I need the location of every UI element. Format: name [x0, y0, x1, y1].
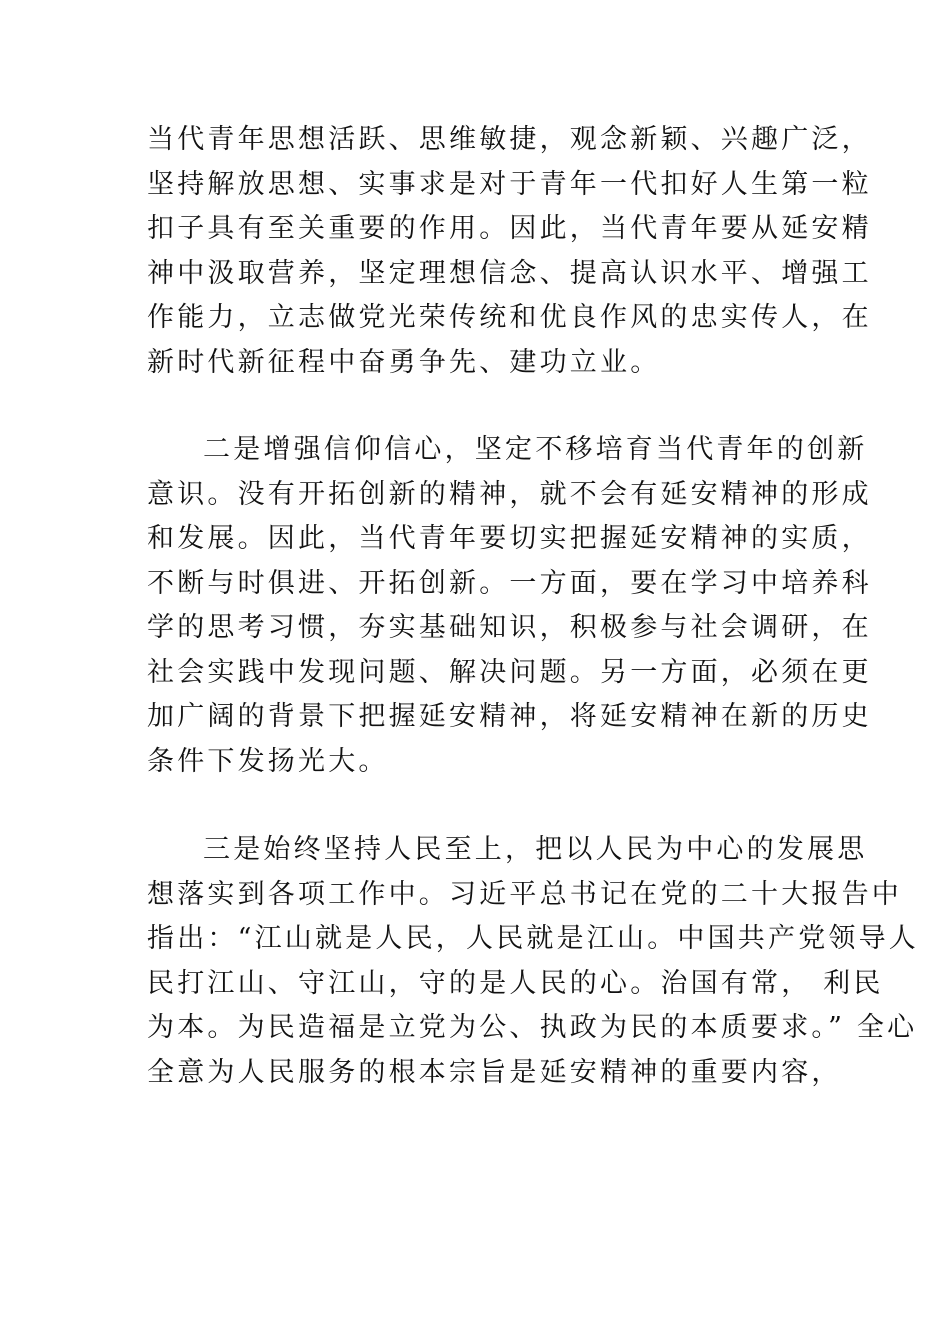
paragraph-line: 民打江山、守江山，守的是人民的心。治国有常， 利民 [147, 967, 884, 999]
paragraph-line: 加广阔的背景下把握延安精神，将延安精神在新的历史 [147, 701, 872, 732]
paragraph-line: 扣子具有至关重要的作用。因此，当代青年要从延安精 [147, 213, 872, 244]
paragraph-line: 条件下发扬光大。 [147, 745, 389, 777]
paragraph-line: 为本。为民造福是立党为公、执政为民的本质要求。” 全心 [147, 1012, 918, 1043]
paragraph-line: 和发展。因此，当代青年要切实把握延安精神的实质， [147, 523, 872, 554]
paragraph-line: 全意为人民服务的根本宗旨是延安精神的重要内容， [147, 1056, 842, 1088]
paragraph-line: 二是增强信仰信心，坚定不移培育当代青年的创新 [203, 434, 868, 465]
paragraph-line: 当代青年思想活跃、思维敏捷，观念新颖、兴趣广泛， [147, 124, 872, 155]
paragraph-line: 社会实践中发现问题、解决问题。另一方面，必须在更 [147, 656, 872, 688]
paragraph-line: 坚持解放思想、实事求是对于青年一代扣好人生第一粒 [147, 168, 872, 200]
paragraph-line: 新时代新征程中奋勇争先、建功立业。 [147, 346, 661, 378]
paragraph-2 [147, 428, 872, 784]
paragraph-1 [147, 118, 872, 385]
paragraph-3 [147, 828, 920, 1095]
paragraph-line: 三是始终坚持人民至上，把以人民为中心的发展思 [203, 834, 868, 865]
paragraph-line: 不断与时俱进、开拓创新。一方面，要在学习中培养科 [147, 567, 872, 599]
paragraph-line: 神中汲取营养，坚定理想信念、提高认识水平、增强工 [147, 257, 872, 289]
paragraph-line: 学的思考习惯，夯实基础知识，积极参与社会调研，在 [147, 612, 872, 643]
paragraph-line: 意识。没有开拓创新的精神，就不会有延安精神的形成 [147, 478, 872, 510]
paragraph-line: 指出：“江山就是人民，人民就是江山。中国共产党领导人 [147, 923, 920, 954]
paragraph-line: 想落实到各项工作中。习近平总书记在党的二十大报告中 [147, 878, 902, 910]
paragraph-line: 作能力，立志做党光荣传统和优良作风的忠实传人，在 [147, 302, 872, 333]
